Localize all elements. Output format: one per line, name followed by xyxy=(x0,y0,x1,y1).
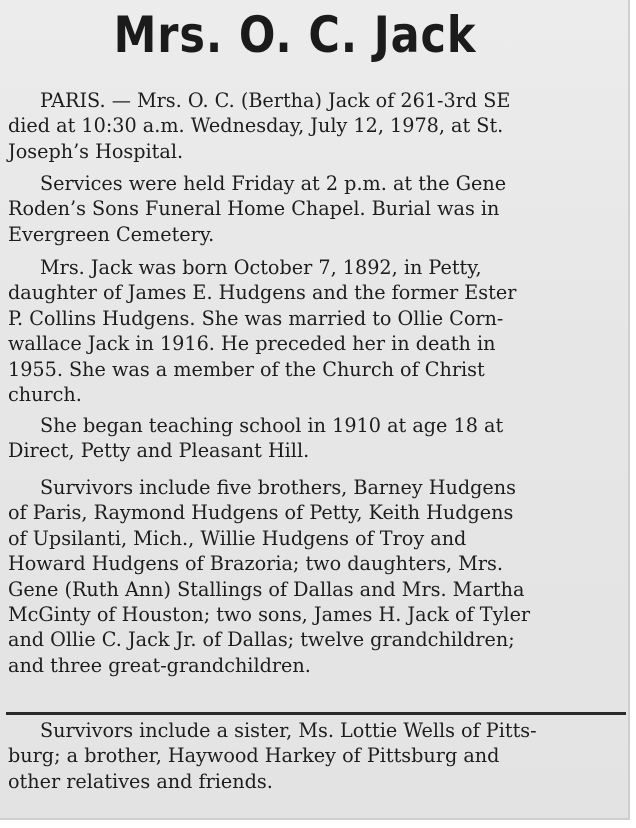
paragraph-teaching xyxy=(8,413,624,464)
text-line: P. Collins Hudgens. She was married to Ollie Corn- xyxy=(8,306,504,330)
text-line: daughter of James E. Hudgens and the former Ester xyxy=(8,281,517,305)
text-line: of Paris, Raymond Hudgens of Petty, Keith Hudgens xyxy=(8,501,514,525)
paragraph-biography xyxy=(8,255,624,407)
text-line: Gene (Ruth Ann) Stallings of Dallas and Mrs. Martha xyxy=(8,577,525,601)
text-line: McGinty of Houston; two sons, James H. Jack of Tyler xyxy=(8,603,531,627)
text-line: and three great-grandchildren. xyxy=(8,653,311,677)
text-line: She began teaching school in 1910 at age 18 at xyxy=(40,414,504,437)
paragraph-death-notice xyxy=(8,88,624,164)
text-line: Roden’s Sons Funeral Home Chapel. Burial was in xyxy=(8,197,500,221)
text-line: Direct, Petty and Pleasant Hill. xyxy=(8,439,310,463)
text-line: other relatives and friends. xyxy=(8,769,273,793)
paragraph-survivors xyxy=(8,475,624,678)
text-line: Services were held Friday at 2 p.m. at the Gene xyxy=(40,172,507,195)
text-line: of Upsilanti, Mich., Willie Hudgens of Troy and xyxy=(8,526,467,550)
paragraph-additional-survivors xyxy=(8,718,624,794)
column-divider-rule xyxy=(6,712,626,715)
text-line: Survivors include a sister, Ms. Lottie Wells of Pitts- xyxy=(40,719,537,742)
text-line: 1955. She was a member of the Church of Christ xyxy=(8,357,485,381)
text-line: burg; a brother, Haywood Harkey of Pittsburg and xyxy=(8,744,500,768)
text-line: Evergreen Cemetery. xyxy=(8,222,215,246)
text-line: Howard Hudgens of Brazoria; two daughters, Mrs. xyxy=(8,552,504,576)
text-line: and Ollie C. Jack Jr. of Dallas; twelve grandchildren; xyxy=(8,628,515,652)
text-line: PARIS. — Mrs. O. C. (Bertha) Jack of 261-3rd SE xyxy=(40,89,511,112)
text-line: Survivors include five brothers, Barney Hudgens xyxy=(40,476,516,499)
text-line: church. xyxy=(8,383,82,407)
obituary-headline: Mrs. O. C. Jack xyxy=(113,6,477,64)
paragraph-services xyxy=(8,171,624,247)
text-line: Mrs. Jack was born October 7, 1892, in Petty, xyxy=(40,256,482,279)
text-line: wallace Jack in 1916. He preceded her in death in xyxy=(8,332,496,356)
text-line: Joseph’s Hospital. xyxy=(8,139,184,163)
text-line: died at 10:30 a.m. Wednesday, July 12, 1978, at St. xyxy=(8,114,504,138)
